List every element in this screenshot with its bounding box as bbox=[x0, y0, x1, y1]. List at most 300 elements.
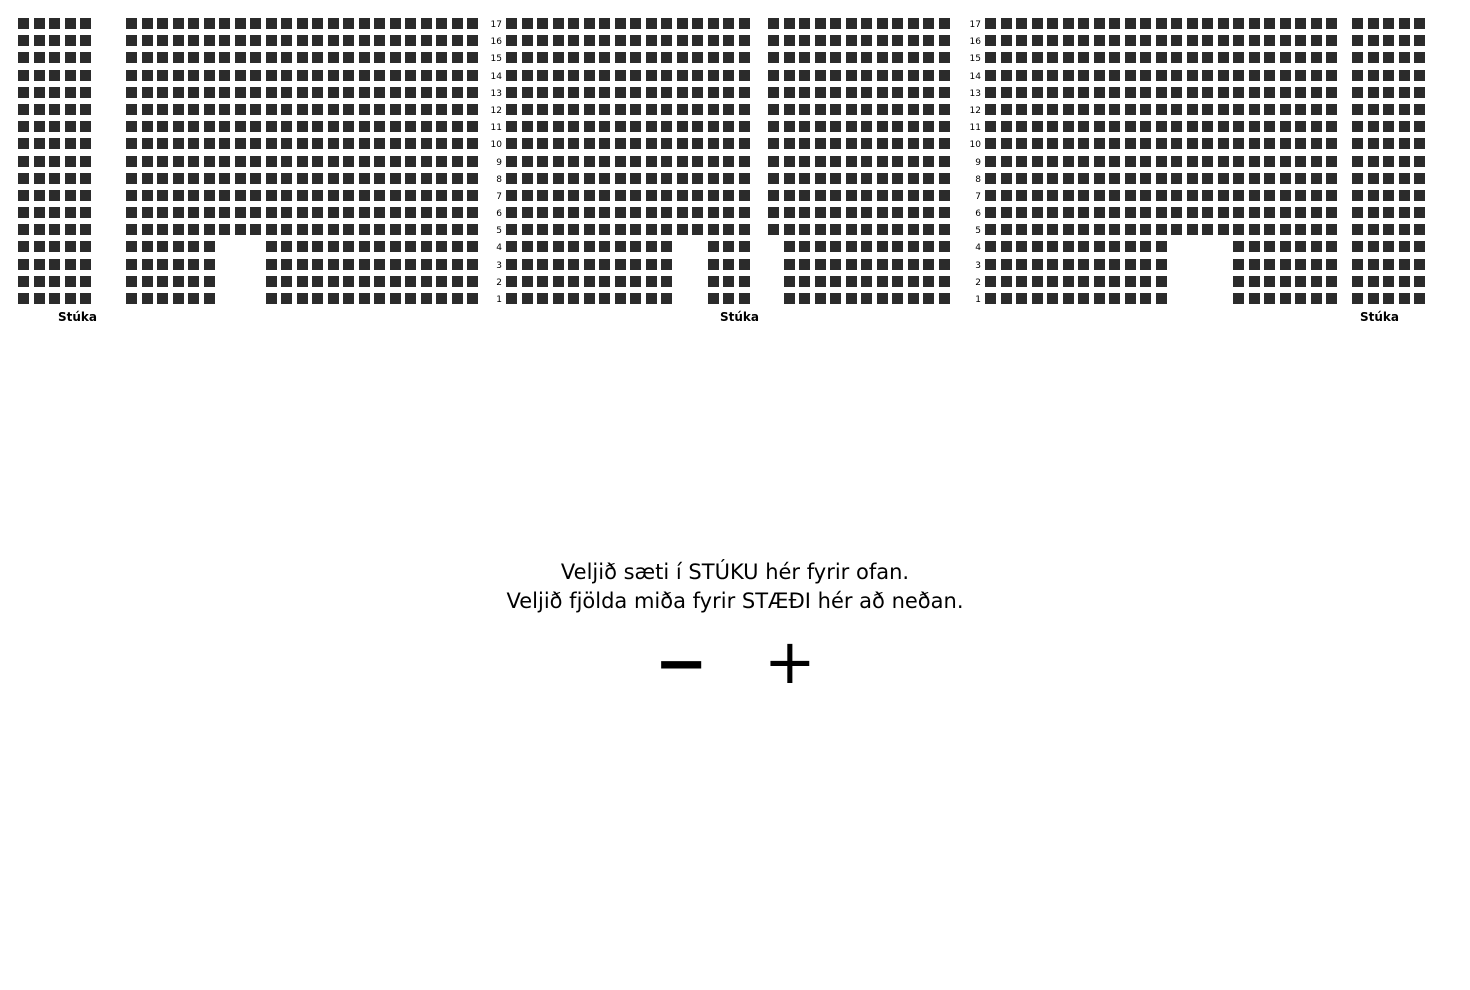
seat[interactable] bbox=[1233, 156, 1244, 167]
seat[interactable] bbox=[739, 173, 750, 184]
seat[interactable] bbox=[1233, 241, 1244, 252]
seat[interactable] bbox=[768, 138, 779, 149]
seat[interactable] bbox=[908, 70, 919, 81]
seat[interactable] bbox=[1202, 104, 1213, 115]
seat-row[interactable] bbox=[985, 156, 1342, 173]
seat[interactable] bbox=[815, 173, 826, 184]
seat[interactable] bbox=[522, 156, 533, 167]
seat[interactable] bbox=[343, 224, 354, 235]
seat[interactable] bbox=[467, 121, 478, 132]
seat[interactable] bbox=[599, 276, 610, 287]
seat-row[interactable] bbox=[18, 104, 96, 121]
seat[interactable] bbox=[1352, 293, 1363, 304]
seat[interactable] bbox=[815, 276, 826, 287]
seat[interactable] bbox=[908, 293, 919, 304]
seat[interactable] bbox=[1280, 52, 1291, 63]
seat[interactable] bbox=[219, 138, 230, 149]
seat[interactable] bbox=[568, 52, 579, 63]
seat[interactable] bbox=[173, 104, 184, 115]
seat[interactable] bbox=[173, 190, 184, 201]
seat[interactable] bbox=[830, 35, 841, 46]
seat[interactable] bbox=[877, 52, 888, 63]
seat[interactable] bbox=[877, 18, 888, 29]
seat[interactable] bbox=[1264, 241, 1275, 252]
seat[interactable] bbox=[374, 18, 385, 29]
seat[interactable] bbox=[49, 173, 60, 184]
seat[interactable] bbox=[830, 259, 841, 270]
seat[interactable] bbox=[235, 173, 246, 184]
seat[interactable] bbox=[328, 293, 339, 304]
seat[interactable] bbox=[1078, 190, 1089, 201]
seat[interactable] bbox=[799, 190, 810, 201]
seat[interactable] bbox=[390, 35, 401, 46]
seat[interactable] bbox=[830, 207, 841, 218]
seat[interactable] bbox=[985, 207, 996, 218]
seat[interactable] bbox=[157, 173, 168, 184]
seat[interactable] bbox=[923, 241, 934, 252]
seat-row[interactable] bbox=[506, 190, 754, 207]
seat[interactable] bbox=[142, 138, 153, 149]
seat[interactable] bbox=[1399, 207, 1410, 218]
seat[interactable] bbox=[1047, 18, 1058, 29]
seat[interactable] bbox=[359, 121, 370, 132]
seat[interactable] bbox=[537, 207, 548, 218]
seat[interactable] bbox=[1352, 18, 1363, 29]
seat[interactable] bbox=[1125, 259, 1136, 270]
seat[interactable] bbox=[646, 35, 657, 46]
seat[interactable] bbox=[1295, 207, 1306, 218]
seat[interactable] bbox=[815, 121, 826, 132]
seat-row[interactable] bbox=[18, 190, 96, 207]
seat[interactable] bbox=[34, 87, 45, 98]
seat[interactable] bbox=[1109, 35, 1120, 46]
seat[interactable] bbox=[142, 156, 153, 167]
seat[interactable] bbox=[708, 35, 719, 46]
seat[interactable] bbox=[522, 35, 533, 46]
seat[interactable] bbox=[157, 190, 168, 201]
seat[interactable] bbox=[1109, 52, 1120, 63]
seat[interactable] bbox=[1078, 52, 1089, 63]
seat[interactable] bbox=[297, 70, 308, 81]
seat[interactable] bbox=[343, 121, 354, 132]
seat[interactable] bbox=[1047, 224, 1058, 235]
seat-row[interactable] bbox=[1352, 259, 1430, 276]
seat[interactable] bbox=[173, 121, 184, 132]
seat[interactable] bbox=[799, 241, 810, 252]
seat[interactable] bbox=[708, 52, 719, 63]
seat[interactable] bbox=[1352, 241, 1363, 252]
seat[interactable] bbox=[390, 293, 401, 304]
seat[interactable] bbox=[692, 87, 703, 98]
seat[interactable] bbox=[599, 293, 610, 304]
seat[interactable] bbox=[173, 138, 184, 149]
seat[interactable] bbox=[584, 190, 595, 201]
seat[interactable] bbox=[1109, 138, 1120, 149]
seat-row[interactable] bbox=[985, 87, 1342, 104]
seat-row[interactable] bbox=[1352, 156, 1430, 173]
seat[interactable] bbox=[708, 224, 719, 235]
seat[interactable] bbox=[739, 138, 750, 149]
seat[interactable] bbox=[18, 18, 29, 29]
seat[interactable] bbox=[1109, 259, 1120, 270]
seat[interactable] bbox=[34, 104, 45, 115]
seat-row[interactable] bbox=[985, 224, 1342, 241]
seat-row[interactable] bbox=[18, 35, 96, 52]
seat[interactable] bbox=[537, 35, 548, 46]
seat[interactable] bbox=[312, 138, 323, 149]
seat-row[interactable] bbox=[768, 190, 954, 207]
seat[interactable] bbox=[80, 259, 91, 270]
seat[interactable] bbox=[297, 207, 308, 218]
seat[interactable] bbox=[204, 138, 215, 149]
seat[interactable] bbox=[157, 70, 168, 81]
seat[interactable] bbox=[436, 70, 447, 81]
seat[interactable] bbox=[553, 104, 564, 115]
seat[interactable] bbox=[908, 121, 919, 132]
seat-row[interactable] bbox=[768, 87, 954, 104]
seat[interactable] bbox=[815, 70, 826, 81]
seat[interactable] bbox=[830, 173, 841, 184]
seat[interactable] bbox=[49, 276, 60, 287]
seat[interactable] bbox=[799, 52, 810, 63]
seat[interactable] bbox=[661, 70, 672, 81]
seat[interactable] bbox=[599, 52, 610, 63]
seat[interactable] bbox=[157, 52, 168, 63]
seat[interactable] bbox=[1016, 173, 1027, 184]
seat[interactable] bbox=[1218, 35, 1229, 46]
seat[interactable] bbox=[421, 138, 432, 149]
seat[interactable] bbox=[1326, 259, 1337, 270]
seat[interactable] bbox=[568, 293, 579, 304]
seat[interactable] bbox=[1399, 259, 1410, 270]
seat[interactable] bbox=[1016, 241, 1027, 252]
seat[interactable] bbox=[250, 104, 261, 115]
seat[interactable] bbox=[452, 207, 463, 218]
seat[interactable] bbox=[250, 35, 261, 46]
seat[interactable] bbox=[1326, 104, 1337, 115]
seat[interactable] bbox=[297, 259, 308, 270]
seat[interactable] bbox=[390, 207, 401, 218]
seat[interactable] bbox=[1264, 121, 1275, 132]
seat[interactable] bbox=[1295, 70, 1306, 81]
seat[interactable] bbox=[173, 87, 184, 98]
seat[interactable] bbox=[861, 18, 872, 29]
seat[interactable] bbox=[49, 104, 60, 115]
seat[interactable] bbox=[861, 138, 872, 149]
seat[interactable] bbox=[235, 224, 246, 235]
seat[interactable] bbox=[18, 138, 29, 149]
seat-row[interactable] bbox=[985, 104, 1342, 121]
seat[interactable] bbox=[219, 224, 230, 235]
seat[interactable] bbox=[1326, 207, 1337, 218]
seat[interactable] bbox=[708, 156, 719, 167]
seat[interactable] bbox=[1249, 293, 1260, 304]
seat[interactable] bbox=[815, 18, 826, 29]
seat[interactable] bbox=[1140, 35, 1151, 46]
seat[interactable] bbox=[1414, 207, 1425, 218]
seat[interactable] bbox=[1326, 276, 1337, 287]
seat-row[interactable] bbox=[768, 156, 954, 173]
seat[interactable] bbox=[1311, 121, 1322, 132]
seat[interactable] bbox=[1001, 104, 1012, 115]
seat[interactable] bbox=[142, 121, 153, 132]
seat[interactable] bbox=[436, 18, 447, 29]
seat[interactable] bbox=[343, 138, 354, 149]
seat[interactable] bbox=[452, 18, 463, 29]
seat[interactable] bbox=[65, 293, 76, 304]
seat[interactable] bbox=[1016, 259, 1027, 270]
seat[interactable] bbox=[1156, 35, 1167, 46]
seat[interactable] bbox=[467, 156, 478, 167]
seat[interactable] bbox=[692, 173, 703, 184]
seat[interactable] bbox=[65, 35, 76, 46]
seat[interactable] bbox=[768, 35, 779, 46]
seat[interactable] bbox=[1032, 241, 1043, 252]
seat[interactable] bbox=[467, 138, 478, 149]
seat[interactable] bbox=[266, 276, 277, 287]
seat[interactable] bbox=[204, 121, 215, 132]
seat[interactable] bbox=[297, 18, 308, 29]
seat[interactable] bbox=[584, 224, 595, 235]
seat[interactable] bbox=[1156, 87, 1167, 98]
seat[interactable] bbox=[553, 259, 564, 270]
seat[interactable] bbox=[80, 276, 91, 287]
seat[interactable] bbox=[1352, 104, 1363, 115]
seat[interactable] bbox=[1016, 121, 1027, 132]
seat-row[interactable] bbox=[18, 276, 96, 293]
seat[interactable] bbox=[939, 276, 950, 287]
seat[interactable] bbox=[661, 293, 672, 304]
seat[interactable] bbox=[985, 173, 996, 184]
seat[interactable] bbox=[65, 156, 76, 167]
seat[interactable] bbox=[1326, 121, 1337, 132]
seat[interactable] bbox=[861, 70, 872, 81]
seat[interactable] bbox=[343, 293, 354, 304]
seat[interactable] bbox=[49, 121, 60, 132]
seat-row[interactable] bbox=[985, 241, 1342, 258]
seat[interactable] bbox=[80, 207, 91, 218]
seat[interactable] bbox=[1063, 173, 1074, 184]
seat[interactable] bbox=[235, 190, 246, 201]
seat[interactable] bbox=[204, 35, 215, 46]
seat[interactable] bbox=[436, 156, 447, 167]
seat[interactable] bbox=[723, 224, 734, 235]
seat[interactable] bbox=[188, 35, 199, 46]
seat[interactable] bbox=[923, 207, 934, 218]
seat[interactable] bbox=[1016, 87, 1027, 98]
seat[interactable] bbox=[297, 293, 308, 304]
seat[interactable] bbox=[359, 138, 370, 149]
seat[interactable] bbox=[568, 18, 579, 29]
seat[interactable] bbox=[739, 52, 750, 63]
seat[interactable] bbox=[173, 207, 184, 218]
seat[interactable] bbox=[266, 293, 277, 304]
seat[interactable] bbox=[939, 52, 950, 63]
seat[interactable] bbox=[297, 138, 308, 149]
seat[interactable] bbox=[861, 52, 872, 63]
seat[interactable] bbox=[1399, 70, 1410, 81]
seat[interactable] bbox=[467, 207, 478, 218]
seat[interactable] bbox=[908, 18, 919, 29]
seat[interactable] bbox=[661, 259, 672, 270]
seat[interactable] bbox=[1414, 70, 1425, 81]
seat[interactable] bbox=[1352, 276, 1363, 287]
seat[interactable] bbox=[1414, 156, 1425, 167]
seat[interactable] bbox=[204, 156, 215, 167]
seat[interactable] bbox=[126, 259, 137, 270]
seat[interactable] bbox=[692, 104, 703, 115]
seat[interactable] bbox=[34, 190, 45, 201]
seat[interactable] bbox=[739, 293, 750, 304]
seat[interactable] bbox=[923, 224, 934, 235]
seat[interactable] bbox=[661, 87, 672, 98]
seat[interactable] bbox=[1156, 52, 1167, 63]
seat[interactable] bbox=[784, 87, 795, 98]
seat[interactable] bbox=[1383, 121, 1394, 132]
seat[interactable] bbox=[1001, 259, 1012, 270]
seat[interactable] bbox=[312, 241, 323, 252]
seat[interactable] bbox=[723, 190, 734, 201]
seat[interactable] bbox=[615, 241, 626, 252]
seat[interactable] bbox=[799, 156, 810, 167]
seat[interactable] bbox=[1109, 293, 1120, 304]
seat[interactable] bbox=[219, 190, 230, 201]
seat[interactable] bbox=[1311, 259, 1322, 270]
seat[interactable] bbox=[1280, 18, 1291, 29]
seat[interactable] bbox=[374, 35, 385, 46]
seat[interactable] bbox=[646, 156, 657, 167]
seat[interactable] bbox=[1280, 156, 1291, 167]
seat[interactable] bbox=[188, 70, 199, 81]
seat[interactable] bbox=[1326, 18, 1337, 29]
seat[interactable] bbox=[861, 259, 872, 270]
seat-row[interactable] bbox=[18, 259, 96, 276]
seat[interactable] bbox=[908, 276, 919, 287]
seat[interactable] bbox=[1264, 18, 1275, 29]
seat-row[interactable] bbox=[506, 207, 754, 224]
seat[interactable] bbox=[467, 18, 478, 29]
seat[interactable] bbox=[1187, 138, 1198, 149]
seat[interactable] bbox=[436, 293, 447, 304]
seat[interactable] bbox=[985, 276, 996, 287]
seat[interactable] bbox=[359, 173, 370, 184]
seat[interactable] bbox=[1156, 138, 1167, 149]
seat[interactable] bbox=[374, 224, 385, 235]
seat[interactable] bbox=[537, 52, 548, 63]
seat[interactable] bbox=[892, 138, 903, 149]
seat[interactable] bbox=[359, 241, 370, 252]
seat[interactable] bbox=[522, 241, 533, 252]
seat[interactable] bbox=[784, 18, 795, 29]
seat[interactable] bbox=[374, 70, 385, 81]
seat[interactable] bbox=[784, 259, 795, 270]
seat[interactable] bbox=[328, 52, 339, 63]
seat[interactable] bbox=[188, 87, 199, 98]
seat[interactable] bbox=[297, 156, 308, 167]
seat[interactable] bbox=[1047, 207, 1058, 218]
seat[interactable] bbox=[1094, 121, 1105, 132]
seat[interactable] bbox=[1094, 190, 1105, 201]
seat[interactable] bbox=[892, 224, 903, 235]
seat[interactable] bbox=[1140, 276, 1151, 287]
seat[interactable] bbox=[281, 224, 292, 235]
seat[interactable] bbox=[506, 87, 517, 98]
seat[interactable] bbox=[1125, 156, 1136, 167]
seat[interactable] bbox=[1094, 276, 1105, 287]
seat[interactable] bbox=[784, 293, 795, 304]
seat[interactable] bbox=[142, 18, 153, 29]
seat[interactable] bbox=[661, 156, 672, 167]
seat[interactable] bbox=[985, 190, 996, 201]
seat[interactable] bbox=[390, 190, 401, 201]
seat[interactable] bbox=[1264, 259, 1275, 270]
seat[interactable] bbox=[49, 293, 60, 304]
seat[interactable] bbox=[1295, 156, 1306, 167]
seat[interactable] bbox=[1125, 224, 1136, 235]
seat[interactable] bbox=[1326, 35, 1337, 46]
seat[interactable] bbox=[1094, 18, 1105, 29]
seat[interactable] bbox=[692, 121, 703, 132]
seat[interactable] bbox=[584, 87, 595, 98]
seat[interactable] bbox=[1264, 35, 1275, 46]
seat[interactable] bbox=[939, 156, 950, 167]
seat[interactable] bbox=[646, 293, 657, 304]
seat[interactable] bbox=[1280, 121, 1291, 132]
seat[interactable] bbox=[1078, 104, 1089, 115]
seat[interactable] bbox=[1156, 293, 1167, 304]
seat[interactable] bbox=[467, 259, 478, 270]
seat[interactable] bbox=[830, 276, 841, 287]
seat[interactable] bbox=[830, 293, 841, 304]
seat[interactable] bbox=[1094, 104, 1105, 115]
seat-row[interactable] bbox=[126, 52, 483, 69]
seat[interactable] bbox=[374, 121, 385, 132]
seat[interactable] bbox=[923, 259, 934, 270]
seat[interactable] bbox=[235, 18, 246, 29]
seat[interactable] bbox=[1326, 293, 1337, 304]
seat[interactable] bbox=[1063, 241, 1074, 252]
seat[interactable] bbox=[1352, 138, 1363, 149]
seat[interactable] bbox=[584, 121, 595, 132]
seat[interactable] bbox=[939, 224, 950, 235]
seat[interactable] bbox=[615, 121, 626, 132]
seat[interactable] bbox=[830, 190, 841, 201]
seat[interactable] bbox=[522, 87, 533, 98]
seat[interactable] bbox=[1171, 70, 1182, 81]
seat[interactable] bbox=[1140, 190, 1151, 201]
seat[interactable] bbox=[615, 18, 626, 29]
seat[interactable] bbox=[1280, 104, 1291, 115]
seat[interactable] bbox=[1078, 35, 1089, 46]
seat[interactable] bbox=[1414, 35, 1425, 46]
seat[interactable] bbox=[1001, 52, 1012, 63]
seat-block-far-right[interactable] bbox=[1352, 18, 1430, 310]
seat[interactable] bbox=[359, 207, 370, 218]
seat[interactable] bbox=[390, 173, 401, 184]
seat-row[interactable] bbox=[1352, 241, 1430, 258]
seat[interactable] bbox=[1016, 52, 1027, 63]
seat[interactable] bbox=[815, 52, 826, 63]
seat-row[interactable] bbox=[506, 173, 754, 190]
seat[interactable] bbox=[1352, 52, 1363, 63]
seat[interactable] bbox=[18, 276, 29, 287]
seat-row[interactable] bbox=[18, 121, 96, 138]
seat[interactable] bbox=[1078, 276, 1089, 287]
seat[interactable] bbox=[1078, 224, 1089, 235]
seat[interactable] bbox=[1032, 207, 1043, 218]
seat[interactable] bbox=[506, 70, 517, 81]
seat[interactable] bbox=[390, 224, 401, 235]
